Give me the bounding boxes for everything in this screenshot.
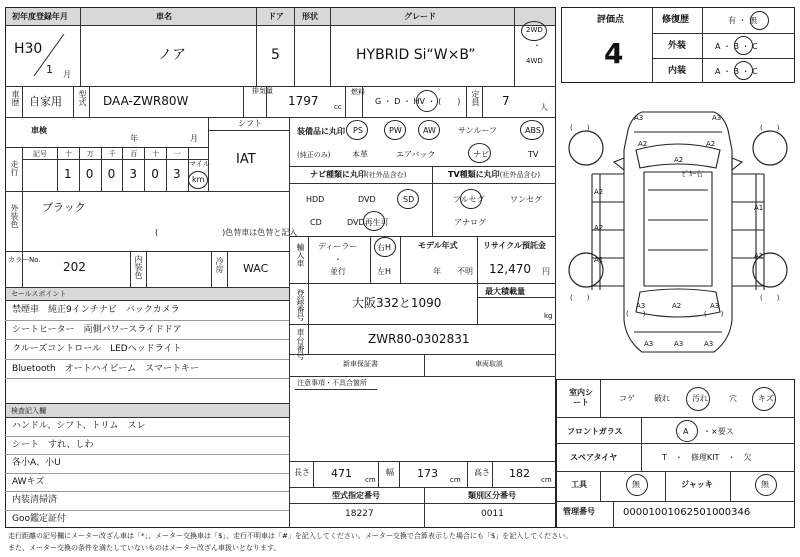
tv-oneseg: ワンセグ (510, 195, 542, 204)
spare-opts: T ・ 修理KIT ・ 欠 (662, 453, 752, 462)
color-no-label (8, 256, 41, 266)
seat-yogore: 汚れ (692, 394, 708, 403)
mark-bumper-right: A3 (704, 340, 714, 348)
paren-5: ( ) (626, 310, 646, 318)
inspector-rule (5, 491, 289, 492)
navi-dvd: DVD (358, 195, 376, 204)
model-year-unit: 年 (433, 267, 441, 276)
max-load-label: 最大積載量 (485, 287, 525, 296)
odo-digit: 3 (129, 167, 138, 181)
navi-label-text: ナビ種類に丸印 (310, 170, 366, 179)
glass-a: A (683, 427, 689, 436)
plate-number: 大阪332と1090 (352, 296, 442, 310)
footer-line-2: また、メーター交換の条件を満たしていないものはメーター改ざん車扱いとなります。 (8, 544, 281, 552)
recycle-label: リサイクル預託金 (483, 241, 546, 250)
seat-label-text: 室内シート (569, 388, 593, 408)
mark-rear-right: A3 (710, 302, 720, 310)
import-label: 輸入車 (296, 243, 305, 267)
type-cert-label: 型式指定番号 (332, 491, 380, 500)
notes-label: 注意事項・不具合箇所 (297, 379, 367, 387)
equip-aw: AW (423, 126, 436, 135)
equipment-label-text: 装備品に丸印 (297, 127, 345, 136)
equip-navi-circle (468, 143, 491, 163)
inspector-line: 内装清掃済 (12, 495, 58, 505)
reg-month: 1 (46, 63, 53, 76)
right-hand: 右H (377, 243, 392, 252)
mark-right-side-1: A1 (754, 204, 764, 212)
interior-label: 内装 (668, 66, 687, 76)
shaken-year-unit: 年 (130, 134, 138, 143)
model-year-unknown: 不明 (457, 267, 473, 276)
height-label: 高さ (474, 468, 490, 477)
color-value: ブラック (42, 201, 86, 214)
usage-value: 自家用 (29, 95, 62, 108)
equip-sunroof: サンルーフ (458, 126, 497, 135)
height-unit: cm (541, 476, 552, 484)
fuel-label (351, 88, 365, 97)
paren-6: ( ) (704, 310, 724, 318)
spare-label: スペアタイヤ (570, 453, 618, 462)
grade-value: HYBRID Si“W×B” (356, 47, 476, 63)
odo-cell-divider (101, 147, 102, 191)
paren-1: ( ) (570, 124, 590, 132)
import-dot: ・ (334, 255, 342, 264)
navi-dvd-play: DVD再生可 (347, 218, 389, 227)
mark-left-side-1: A2 (594, 188, 604, 196)
paren-3: ( ) (570, 294, 590, 302)
usage-label: 車歴 (11, 90, 20, 106)
recycle-yen: 円 (542, 267, 550, 276)
tools-value: 無 (632, 480, 640, 489)
odo-record-label: 記号 (33, 150, 47, 158)
sales-rule (5, 378, 289, 379)
paren-4: ( ) (760, 294, 780, 302)
tv-label (448, 171, 540, 179)
odo-cell-divider (122, 147, 123, 191)
equip-tv: TV (528, 150, 539, 159)
seat-koge: コゲ (619, 394, 635, 403)
shift-value: IAT (236, 152, 256, 167)
manual-label: 車両取説 (475, 360, 503, 368)
exterior-label: 外装 (668, 41, 687, 51)
odo-digit: 0 (85, 167, 94, 181)
odo-digit-label: 一 (174, 150, 181, 158)
sales-rule (5, 320, 289, 321)
odo-digit: 1 (64, 167, 72, 181)
glass-x: ・×要ス (703, 427, 734, 436)
shift-label: シフト (238, 119, 262, 128)
sales-point-line: クルーズコントロール LEDヘッドライト (12, 344, 182, 354)
fuel-options: G ・ D ・ HV ・ ( ) (375, 97, 461, 106)
odo-digit: 0 (107, 167, 116, 181)
tv-sub: (社外品含む) (499, 171, 541, 179)
navi-label (310, 171, 406, 179)
import-dealer: ディーラー (318, 242, 358, 251)
footer-line-1: 走行距離の記号欄にメーター改ざん車は「*」、メーター交換車は「$」、走行不明車は「#」を記入してください。メーター交換で合算表示した場合にも「$」を記入してください。 (8, 532, 573, 540)
era-year: H30 (14, 41, 43, 57)
paren-2: ( ) (760, 124, 780, 132)
mark-bumper-mid: A3 (674, 340, 684, 348)
inspector-label: 検査記入欄 (11, 407, 46, 415)
mark-bumper-left: A3 (644, 340, 654, 348)
color-no-label-text: カラーNo. (8, 256, 41, 264)
inspector-rule (5, 510, 289, 511)
color-label: 外装色 (10, 204, 19, 228)
import-parallel: 並行 (330, 267, 346, 276)
displacement-label-text: 排気量 (252, 87, 273, 95)
car-name: ノア (158, 47, 186, 63)
model-value: DAA-ZWR80W (103, 94, 189, 108)
navi-sd: SD (403, 195, 415, 204)
mark-hood-left: A2 (638, 140, 648, 148)
category-value: 0011 (481, 509, 504, 519)
odo-digit: 3 (173, 167, 181, 181)
seat-yabure: 破れ (654, 394, 670, 403)
sales-rule (5, 339, 289, 340)
repair-label: 修復歴 (662, 15, 690, 25)
seat-yogore-circle (686, 387, 710, 411)
width-value: 173 (417, 467, 438, 480)
seat-kizu: キズ (758, 394, 774, 403)
capacity-value: 7 (502, 94, 510, 108)
type-cert-value: 18227 (345, 509, 374, 519)
jack-value: 無 (761, 480, 769, 489)
mark-center-note: ﾋﾞｶｰ右 (682, 170, 703, 178)
odo-digit: 0 (151, 167, 159, 181)
mark-rear-mid: A2 (672, 302, 682, 310)
ac-value: WAC (243, 262, 269, 275)
equip-navi: ナビ (473, 150, 489, 159)
car-name-label: 車名 (156, 12, 172, 21)
recycle-value: 12,470 (489, 262, 531, 276)
odo-label: 走行 (10, 160, 19, 176)
repair-options: 有 ・ 無 (728, 16, 758, 25)
door-label: ドア (268, 12, 284, 21)
repair-none-circle (750, 11, 769, 30)
category-label: 類別区分番号 (468, 491, 516, 500)
score-label: 評価点 (597, 15, 625, 25)
color-note: ( )色替車は色替と記入 (155, 228, 298, 237)
inspector-rule (5, 436, 289, 437)
odo-digit-label: 十 (65, 150, 72, 158)
glass-a-circle (676, 420, 698, 442)
score-value: 4 (604, 37, 624, 70)
tv-analog: アナログ (454, 218, 486, 227)
mark-left-side-2: A1 (594, 256, 604, 264)
cc-unit: cc (334, 103, 342, 111)
model-year-label: モデル年式 (418, 241, 458, 250)
equip-aw-circle (418, 120, 440, 140)
mark-front-left: A3 (634, 114, 644, 122)
equipment-label (297, 127, 345, 137)
width-label: 幅 (386, 468, 394, 477)
fuel-label-text: 燃料 (351, 88, 365, 96)
shaken-month-unit: 月 (190, 134, 198, 143)
door-count: 5 (271, 47, 280, 63)
drive-dot: ・ (533, 41, 541, 50)
displacement-label (252, 87, 273, 95)
inspector-line: 各小A、小U (12, 458, 61, 468)
mark-rear-left: A3 (636, 302, 646, 310)
navi-sd-circle (397, 189, 419, 209)
ac-label: 冷房 (215, 257, 224, 273)
grade-label: グレード (404, 12, 436, 21)
mgmt-value: 00001001062501000346 (623, 507, 751, 518)
mark-front-right: A3 (712, 114, 722, 122)
odo-cell-divider (166, 147, 167, 191)
sales-point-line: シートヒーター 両側パワースライドドア (12, 324, 182, 335)
sales-point-line: Bluetooth オートハイビーム スマートキー (12, 363, 199, 374)
seat-kizu-circle (752, 387, 776, 411)
inspector-line: シート すれ、しわ (12, 439, 94, 450)
equip-ps-circle (346, 120, 368, 140)
length-unit: cm (365, 476, 376, 484)
navi-hdd: HDD (306, 195, 325, 204)
tools-circle (626, 474, 648, 496)
tools-label: 工具 (571, 480, 587, 489)
navi-cd: CD (310, 218, 322, 227)
odo-digit-label: 万 (86, 150, 94, 158)
mark-left-side-3: A2 (594, 224, 604, 232)
first-reg-label: 初年度登録年月 (12, 12, 68, 21)
tv-fullseg-circle (460, 189, 482, 209)
tv-label-text: TV種類に丸印 (448, 170, 500, 179)
odo-digit-label: 十 (152, 150, 160, 158)
odo-cell-divider (144, 147, 145, 191)
equip-ps: PS (353, 126, 363, 135)
equip-pw-circle (384, 120, 406, 140)
sales-label: セールスポイント (11, 290, 67, 298)
car-damage-diagram (564, 90, 792, 378)
jack-circle (755, 474, 777, 496)
color-no-value: 202 (63, 260, 86, 274)
equipment-sub: (純正のみ) (297, 151, 331, 159)
reg-month-unit: 月 (63, 70, 71, 79)
model-label: 型式 (78, 90, 87, 106)
reg-label: 登録番号 (296, 289, 305, 321)
exterior-abc: A ・ B ・ C (715, 42, 758, 51)
exterior-b-circle (734, 36, 753, 55)
tv-fullseg: フルセグ (453, 195, 485, 204)
height-value: 182 (509, 467, 530, 480)
equip-leather: 本革 (352, 150, 368, 159)
mark-roof: A2 (674, 156, 684, 164)
inspector-rule (5, 454, 289, 455)
mark-hood-right: A2 (706, 140, 716, 148)
right-hand-circle (374, 237, 396, 257)
seat-ana: 穴 (729, 394, 737, 403)
sales-point-line: 禁煙車 純正9インチナビ バックカメラ (12, 305, 180, 315)
capacity-label: 定員 (471, 90, 480, 106)
odo-cell-divider (79, 147, 80, 191)
mgmt-label: 管理番号 (563, 507, 595, 516)
equip-airbag: エアバック (396, 150, 436, 159)
drive-2wd: 2WD (526, 26, 543, 34)
inspector-line: Goo鑑定証付 (12, 513, 66, 524)
max-load-unit: kg (544, 312, 553, 320)
glass-label: フロントガラス (567, 427, 623, 436)
inspector-header (6, 404, 289, 417)
mile-label: マイル (189, 160, 210, 168)
capacity-unit: 人 (540, 103, 548, 112)
mark-right-side-2: A1 (754, 252, 764, 260)
sales-rule (5, 359, 289, 360)
equip-abs-circle (520, 120, 544, 140)
width-unit: cm (450, 476, 461, 484)
chassis-label: 車台番号 (296, 328, 305, 360)
interior-color-label: 内装色 (134, 255, 143, 279)
navi-dvdplay-circle (363, 211, 385, 231)
length-value: 471 (331, 467, 352, 480)
displacement-value: 1797 (288, 94, 319, 108)
left-hand: 左H (377, 267, 392, 276)
fuel-hv-circle (416, 90, 438, 112)
drive-4wd: 4WD (526, 57, 543, 65)
km-label: km (192, 175, 205, 184)
navi-sub: (社外品含む) (366, 171, 407, 179)
inspector-line: ハンドル、シフト、トリム スレ (12, 421, 146, 431)
jack-label: ジャッキ (681, 480, 713, 489)
inspector-line: AWキズ (12, 476, 45, 487)
seat-label (566, 388, 596, 409)
shaken-label: 車検 (31, 126, 47, 135)
odo-digit-label: 千 (108, 150, 116, 158)
inspector-rule (5, 473, 289, 474)
chassis-value: ZWR80-0302831 (368, 332, 470, 346)
shape-label: 形状 (302, 12, 318, 21)
interior-abc: A ・ B ・ C (715, 67, 758, 76)
warranty-label: 新車保証書 (343, 360, 378, 368)
odo-digit-label: 百 (130, 150, 138, 158)
equip-abs: ABS (525, 126, 541, 135)
interior-b-circle (734, 61, 753, 80)
equip-pw: PW (389, 126, 402, 135)
length-label: 長さ (294, 468, 310, 477)
